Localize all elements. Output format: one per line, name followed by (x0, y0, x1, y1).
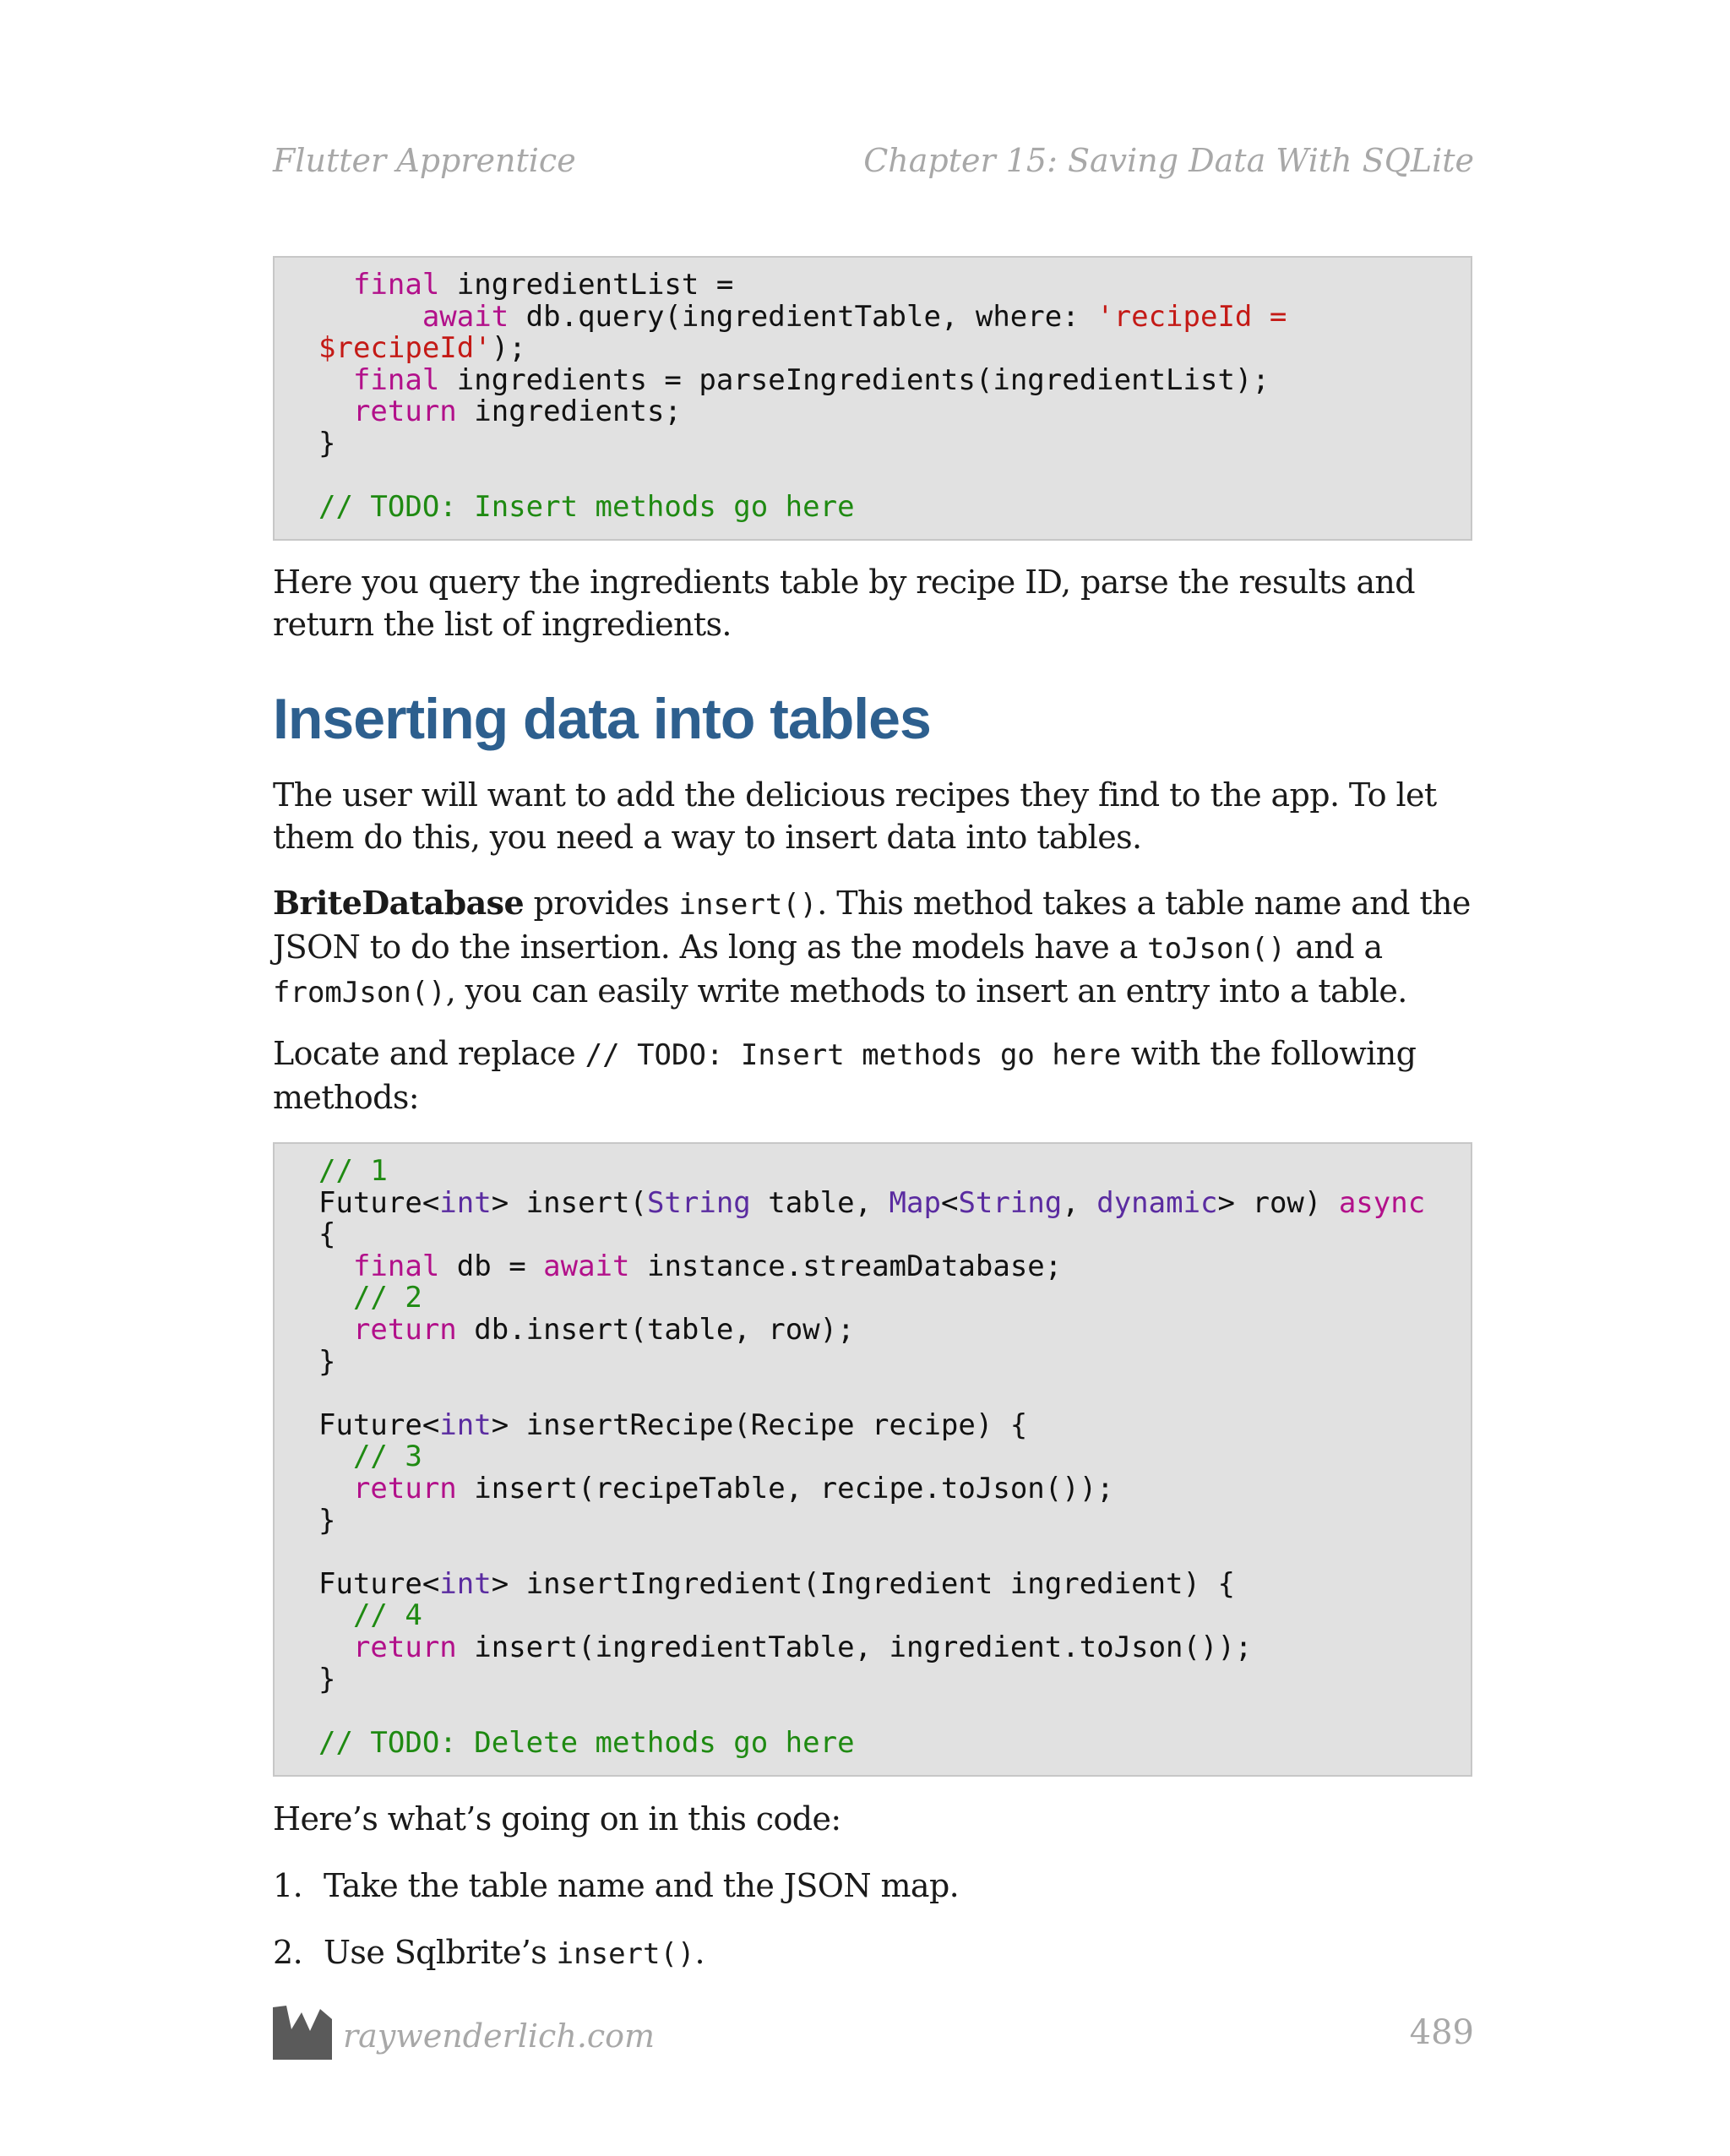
code-line: return insert(ingredientTable, ingredient.toJson()); (352, 1630, 1253, 1664)
code-line: } (318, 1662, 336, 1696)
book-page (273, 0, 1474, 2156)
paragraph-query-explanation: Here you query the ingredients table by recipe ID, parse the results and return the list of ingredients. (273, 564, 1415, 643)
para4-text-1: Locate and replace (273, 1035, 585, 1072)
para4-text-2: with the following methods: (273, 1035, 1417, 1116)
para3-text-3: and a (1285, 928, 1383, 966)
code-line: $recipeId'); (318, 331, 526, 366)
code-line: Future<int> insert(String table, Map<String, dynamic> row) async (318, 1185, 1426, 1220)
code-line (318, 1378, 1471, 1410)
inline-code-tojson: toJson() (1147, 932, 1286, 966)
code-line: } (318, 1503, 336, 1538)
list-number: 1. (273, 1867, 303, 1904)
code-line: final db = await instance.streamDatabase; (352, 1249, 1063, 1283)
code-line: // TODO: Delete methods go here (318, 1725, 855, 1760)
inline-code-insert: insert() (678, 888, 818, 922)
code-line (318, 1696, 1471, 1728)
section-heading: Inserting data into tables (273, 687, 931, 751)
code-line: // 3 (352, 1440, 422, 1474)
footer-site: raywenderlich.com (343, 2017, 656, 2055)
code-line: return insert(recipeTable, recipe.toJson()); (352, 1471, 1114, 1505)
inline-code-todo: // TODO: Insert methods go here (585, 1038, 1122, 1072)
raywenderlich-logo-icon (273, 2001, 332, 2060)
list-number: 2. (273, 1934, 303, 1971)
paragraph-britedatabase (273, 882, 1474, 1014)
code-line: // 4 (352, 1598, 422, 1633)
paragraph-intro-insert: The user will want to add the delicious recipes they find to the app. To let them do this, you need a way to insert data into tables. (273, 776, 1437, 856)
paragraph-locate-replace (273, 1032, 1474, 1119)
code-line: final ingredientList = (352, 268, 734, 302)
book-title: Flutter Apprentice (273, 142, 576, 179)
chapter-title: Chapter 15: Saving Data With SQLite (863, 142, 1474, 179)
code-line: await db.query(ingredientTable, where: 'recipeId = (422, 299, 1287, 334)
code-line (318, 460, 1471, 493)
page-number: 489 (1409, 2013, 1474, 2052)
para3-text-4: , you can easily write methods to insert an entry into a table. (445, 972, 1407, 1010)
code-line (318, 1537, 1471, 1569)
running-header (273, 142, 1474, 184)
code-line: // TODO: Insert methods go here (318, 490, 855, 525)
code-line: return ingredients; (352, 395, 682, 429)
list-text (324, 1931, 705, 1975)
code-line: Future<int> insertIngredient(Ingredient ingredient) { (318, 1566, 1235, 1601)
code-line: final ingredients = parseIngredients(ingredientList); (352, 362, 1270, 397)
code-line: // 2 (352, 1281, 422, 1315)
list-text: Take the table name and the JSON map. (324, 1867, 960, 1904)
list-text-after: . (694, 1934, 705, 1971)
para3-text-2: . This method takes a table name and the JSON to do the insertion. As long as the models have a (273, 885, 1471, 966)
para3-text-1: provides (524, 885, 679, 922)
code-line: return db.insert(table, row); (352, 1312, 855, 1347)
britedatabase-term: BriteDatabase (273, 884, 525, 922)
list-text-main: Use Sqlbrite’s (324, 1934, 557, 1971)
code-line: // 1 (318, 1154, 388, 1188)
code-line: Future<int> insertRecipe(Recipe recipe) { (318, 1407, 1028, 1442)
paragraph-whats-going-on: Here’s what’s going on in this code: (273, 1800, 841, 1838)
code-block-insert-methods (273, 1142, 1472, 1777)
inline-code-insert: insert() (556, 1937, 695, 1971)
code-line: { (318, 1217, 336, 1252)
code-line: } (318, 1344, 336, 1379)
inline-code-fromjson: fromJson() (273, 976, 446, 1010)
code-block-query-ingredients (273, 256, 1472, 541)
code-line: } (318, 426, 336, 460)
